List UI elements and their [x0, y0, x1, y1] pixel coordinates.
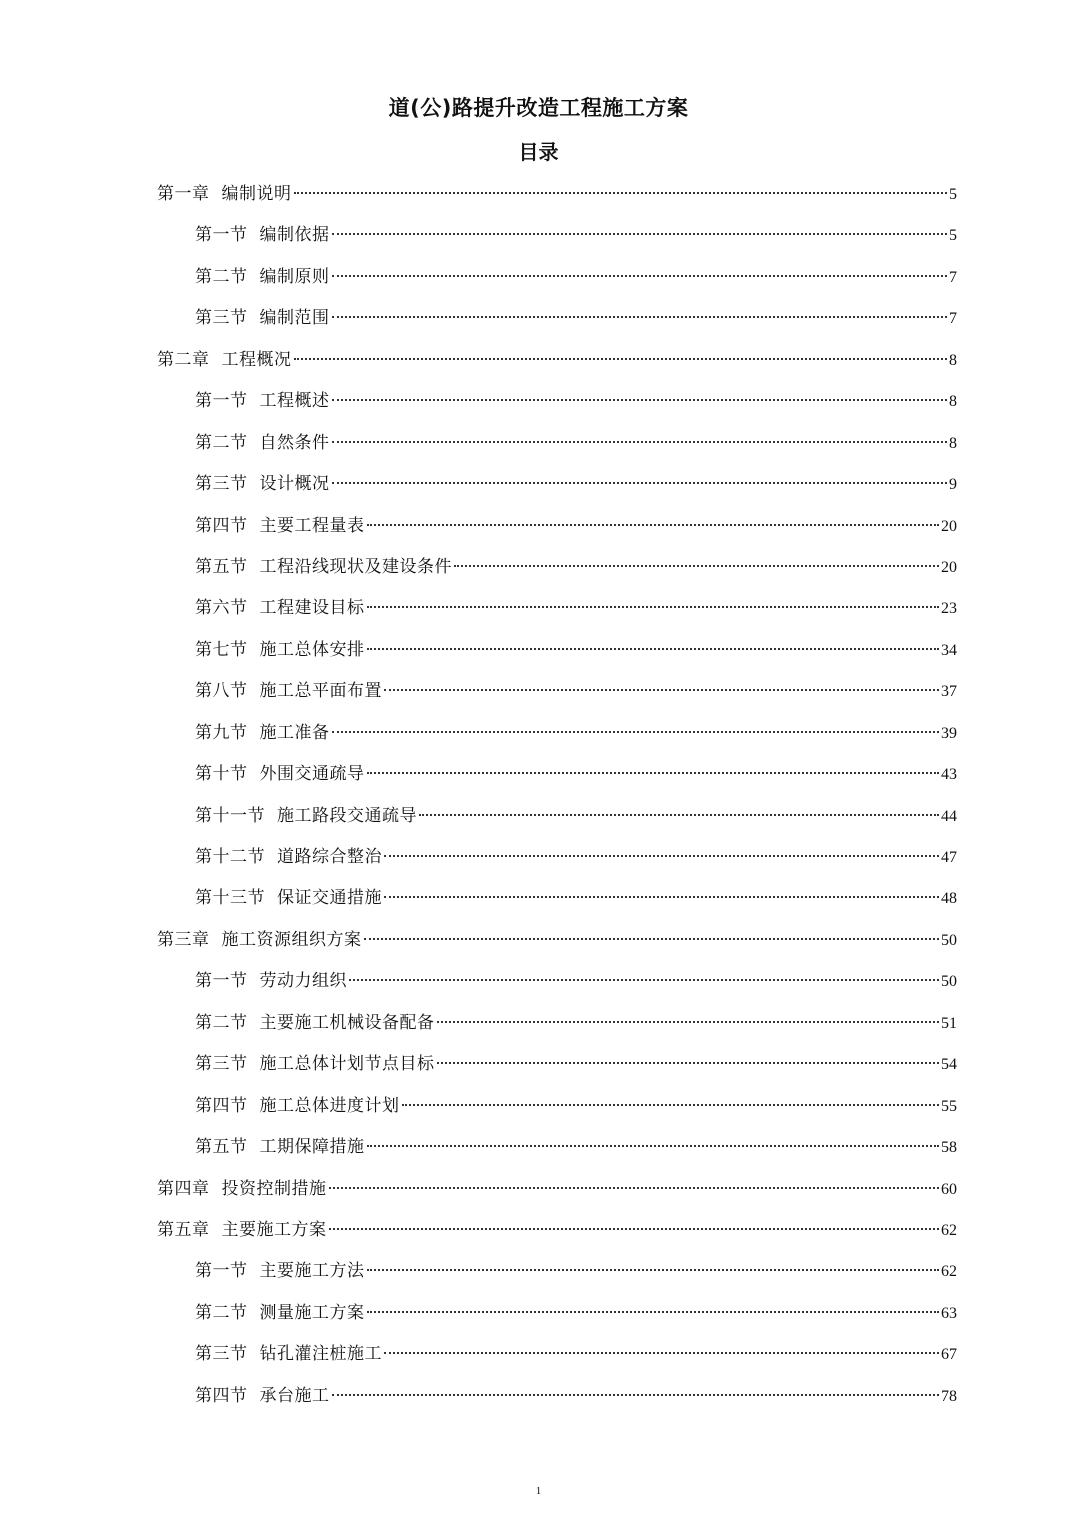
table-of-contents — [0, 178, 1077, 1421]
toc-entry-number: 第三章 — [157, 929, 210, 950]
toc-entry-page: 62 — [941, 1263, 957, 1281]
toc-dot-leader — [384, 896, 939, 898]
toc-entry-number: 第三节 — [195, 1054, 248, 1075]
toc-entry-page: 39 — [941, 724, 957, 742]
toc-entry-number: 第一章 — [157, 184, 210, 204]
toc-dot-leader — [332, 482, 948, 484]
toc-entry-number: 第二章 — [157, 349, 210, 370]
toc-dot-leader — [332, 441, 948, 443]
toc-section-entry[interactable] — [0, 592, 1077, 633]
toc-dot-leader — [294, 192, 948, 194]
toc-entry-number: 第一节 — [195, 225, 248, 246]
toc-dot-leader — [329, 1228, 940, 1230]
toc-section-entry[interactable] — [0, 427, 1077, 468]
toc-dot-leader — [402, 1104, 940, 1106]
toc-chapter-entry[interactable] — [0, 178, 1077, 219]
toc-entry-page: 8 — [949, 393, 957, 411]
toc-entry-title: 编制说明 — [221, 184, 292, 204]
toc-entry-page: 7 — [949, 268, 957, 286]
toc-entry-number: 第五节 — [195, 1137, 248, 1158]
toc-entry-title: 工程概况 — [221, 349, 292, 370]
toc-chapter-entry[interactable] — [0, 1214, 1077, 1255]
toc-section-entry[interactable] — [0, 1338, 1077, 1379]
toc-entry-page: 62 — [941, 1221, 957, 1239]
toc-section-entry[interactable] — [0, 551, 1077, 592]
toc-dot-leader — [332, 275, 948, 277]
toc-dot-leader — [332, 316, 948, 318]
toc-entry-number: 第十节 — [195, 764, 248, 785]
toc-section-entry[interactable] — [0, 758, 1077, 799]
toc-dot-leader — [384, 1352, 939, 1354]
toc-entry-title: 主要工程量表 — [259, 515, 365, 536]
toc-entry-number: 第三节 — [195, 1344, 248, 1365]
toc-chapter-entry[interactable] — [0, 924, 1077, 965]
toc-entry-title: 道路综合整治 — [277, 847, 382, 867]
toc-entry-title: 工程概述 — [259, 391, 330, 412]
toc-entry-title: 施工总体进度计划 — [259, 1095, 400, 1116]
toc-dot-leader — [294, 358, 948, 360]
toc-entry-number: 第十三节 — [195, 888, 265, 909]
toc-entry-number: 第三节 — [195, 308, 248, 329]
toc-entry-title: 投资控制措施 — [221, 1178, 327, 1199]
toc-section-entry[interactable] — [0, 634, 1077, 675]
toc-dot-leader — [419, 814, 939, 816]
toc-entry-title: 设计概况 — [259, 474, 330, 495]
toc-entry-title: 自然条件 — [259, 432, 330, 453]
toc-entry-page: 20 — [941, 558, 957, 576]
toc-dot-leader — [332, 399, 948, 401]
toc-entry-page: 51 — [941, 1014, 957, 1032]
toc-chapter-entry[interactable] — [0, 344, 1077, 385]
toc-entry-page: 54 — [941, 1056, 957, 1074]
toc-entry-page: 23 — [941, 600, 957, 618]
toc-entry-page: 78 — [941, 1387, 957, 1405]
toc-entry-title: 主要施工方法 — [259, 1261, 365, 1282]
toc-entry-title: 钻孔灌注桩施工 — [259, 1344, 382, 1365]
toc-dot-leader — [367, 524, 940, 526]
toc-entry-title: 编制原则 — [259, 266, 330, 287]
toc-section-entry[interactable] — [0, 841, 1077, 882]
toc-entry-title: 工期保障措施 — [259, 1137, 365, 1158]
toc-entry-number: 第七节 — [195, 639, 248, 660]
toc-entry-number: 第一节 — [195, 1261, 248, 1282]
toc-entry-title: 施工准备 — [259, 722, 330, 743]
toc-entry-number: 第二节 — [195, 266, 248, 287]
toc-entry-number: 第二节 — [195, 1302, 248, 1323]
toc-section-entry[interactable] — [0, 1380, 1077, 1421]
toc-entry-page: 48 — [941, 890, 957, 908]
toc-entry-number: 第十一节 — [195, 805, 265, 826]
toc-dot-leader — [367, 648, 940, 650]
toc-entry-number: 第十二节 — [195, 847, 265, 867]
toc-entry-page: 7 — [949, 310, 957, 328]
toc-dot-leader — [384, 855, 939, 857]
toc-entry-page: 43 — [941, 766, 957, 784]
document-title: 道(公)路提升改造工程施工方案 — [388, 96, 689, 120]
toc-section-entry[interactable] — [0, 261, 1077, 302]
toc-section-entry[interactable] — [0, 675, 1077, 716]
toc-entry-title: 施工总平面布置 — [259, 681, 382, 702]
toc-entry-page: 8 — [949, 434, 957, 452]
toc-dot-leader — [367, 606, 940, 608]
toc-entry-number: 第五章 — [157, 1219, 210, 1240]
toc-entry-number: 第五节 — [195, 556, 248, 577]
toc-heading: 目录 — [518, 140, 559, 164]
toc-entry-title: 施工资源组织方案 — [221, 929, 362, 950]
toc-entry-title: 劳动力组织 — [259, 971, 347, 992]
toc-section-entry[interactable] — [0, 1048, 1077, 1089]
toc-entry-page: 8 — [949, 351, 957, 369]
toc-section-entry[interactable] — [0, 717, 1077, 758]
toc-entry-page: 67 — [941, 1346, 957, 1364]
toc-section-entry[interactable] — [0, 1131, 1077, 1172]
toc-entry-title: 主要施工方案 — [221, 1219, 327, 1240]
toc-entry-title: 工程建设目标 — [259, 598, 365, 619]
toc-entry-page: 5 — [949, 227, 957, 245]
toc-entry-page: 58 — [941, 1139, 957, 1157]
toc-entry-page: 50 — [941, 931, 957, 949]
toc-entry-page: 20 — [941, 517, 957, 535]
toc-entry-number: 第九节 — [195, 722, 248, 743]
toc-entry-number: 第四节 — [195, 515, 248, 536]
toc-dot-leader — [332, 233, 948, 235]
toc-entry-title: 主要施工机械设备配备 — [259, 1012, 435, 1033]
toc-chapter-entry[interactable] — [0, 1173, 1077, 1214]
toc-section-entry[interactable] — [0, 800, 1077, 841]
toc-entry-page: 9 — [949, 476, 957, 494]
toc-entry-title: 承台施工 — [259, 1385, 330, 1406]
toc-entry-page: 60 — [941, 1180, 957, 1198]
toc-entry-number: 第二节 — [195, 1012, 248, 1033]
toc-section-entry[interactable] — [0, 385, 1077, 426]
toc-dot-leader — [454, 565, 939, 567]
toc-entry-page: 50 — [941, 973, 957, 991]
toc-entry-number: 第四节 — [195, 1095, 248, 1116]
toc-entry-number: 第八节 — [195, 681, 248, 702]
toc-dot-leader — [367, 772, 940, 774]
toc-entry-number: 第四节 — [195, 1385, 248, 1406]
toc-entry-number: 第一节 — [195, 971, 248, 992]
toc-entry-page: 55 — [941, 1097, 957, 1115]
toc-entry-page: 63 — [941, 1304, 957, 1322]
page-number: 1 — [535, 1485, 542, 1497]
toc-dot-leader — [332, 1394, 940, 1396]
toc-entry-title: 施工总体计划节点目标 — [259, 1054, 435, 1075]
toc-section-entry[interactable] — [0, 1007, 1077, 1048]
toc-entry-number: 第一节 — [195, 391, 248, 412]
toc-section-entry[interactable] — [0, 302, 1077, 343]
toc-dot-leader — [332, 731, 940, 733]
toc-dot-leader — [367, 1145, 940, 1147]
toc-entry-page: 37 — [941, 683, 957, 701]
toc-entry-number: 第三节 — [195, 474, 248, 495]
toc-entry-page: 47 — [941, 849, 957, 866]
toc-entry-number: 第二节 — [195, 432, 248, 453]
toc-entry-title: 编制依据 — [259, 225, 330, 246]
toc-dot-leader — [367, 1311, 940, 1313]
toc-entry-page: 5 — [949, 186, 957, 203]
toc-entry-page: 34 — [941, 641, 957, 659]
toc-entry-number: 第六节 — [195, 598, 248, 619]
toc-section-entry[interactable] — [0, 1090, 1077, 1131]
toc-dot-leader — [367, 1269, 940, 1271]
toc-entry-page: 44 — [941, 807, 957, 825]
toc-dot-leader — [437, 1062, 940, 1064]
toc-section-entry[interactable] — [0, 1255, 1077, 1296]
toc-entry-title: 保证交通措施 — [277, 888, 382, 909]
toc-section-entry[interactable] — [0, 219, 1077, 260]
toc-dot-leader — [364, 938, 940, 940]
toc-dot-leader — [329, 1187, 940, 1189]
toc-entry-title: 编制范围 — [259, 308, 330, 329]
toc-entry-title: 测量施工方案 — [259, 1302, 365, 1323]
toc-dot-leader — [349, 979, 939, 981]
toc-dot-leader — [384, 689, 939, 691]
toc-section-entry[interactable] — [0, 468, 1077, 509]
toc-entry-title: 外围交通疏导 — [259, 764, 365, 785]
toc-entry-title: 施工路段交通疏导 — [277, 805, 417, 826]
toc-dot-leader — [437, 1021, 940, 1023]
toc-section-entry[interactable] — [0, 965, 1077, 1006]
toc-section-entry[interactable] — [0, 882, 1077, 923]
toc-entry-title: 工程沿线现状及建设条件 — [259, 556, 452, 577]
toc-section-entry[interactable] — [0, 1297, 1077, 1338]
toc-section-entry[interactable] — [0, 510, 1077, 551]
toc-entry-number: 第四章 — [157, 1178, 210, 1199]
toc-entry-title: 施工总体安排 — [259, 639, 365, 660]
